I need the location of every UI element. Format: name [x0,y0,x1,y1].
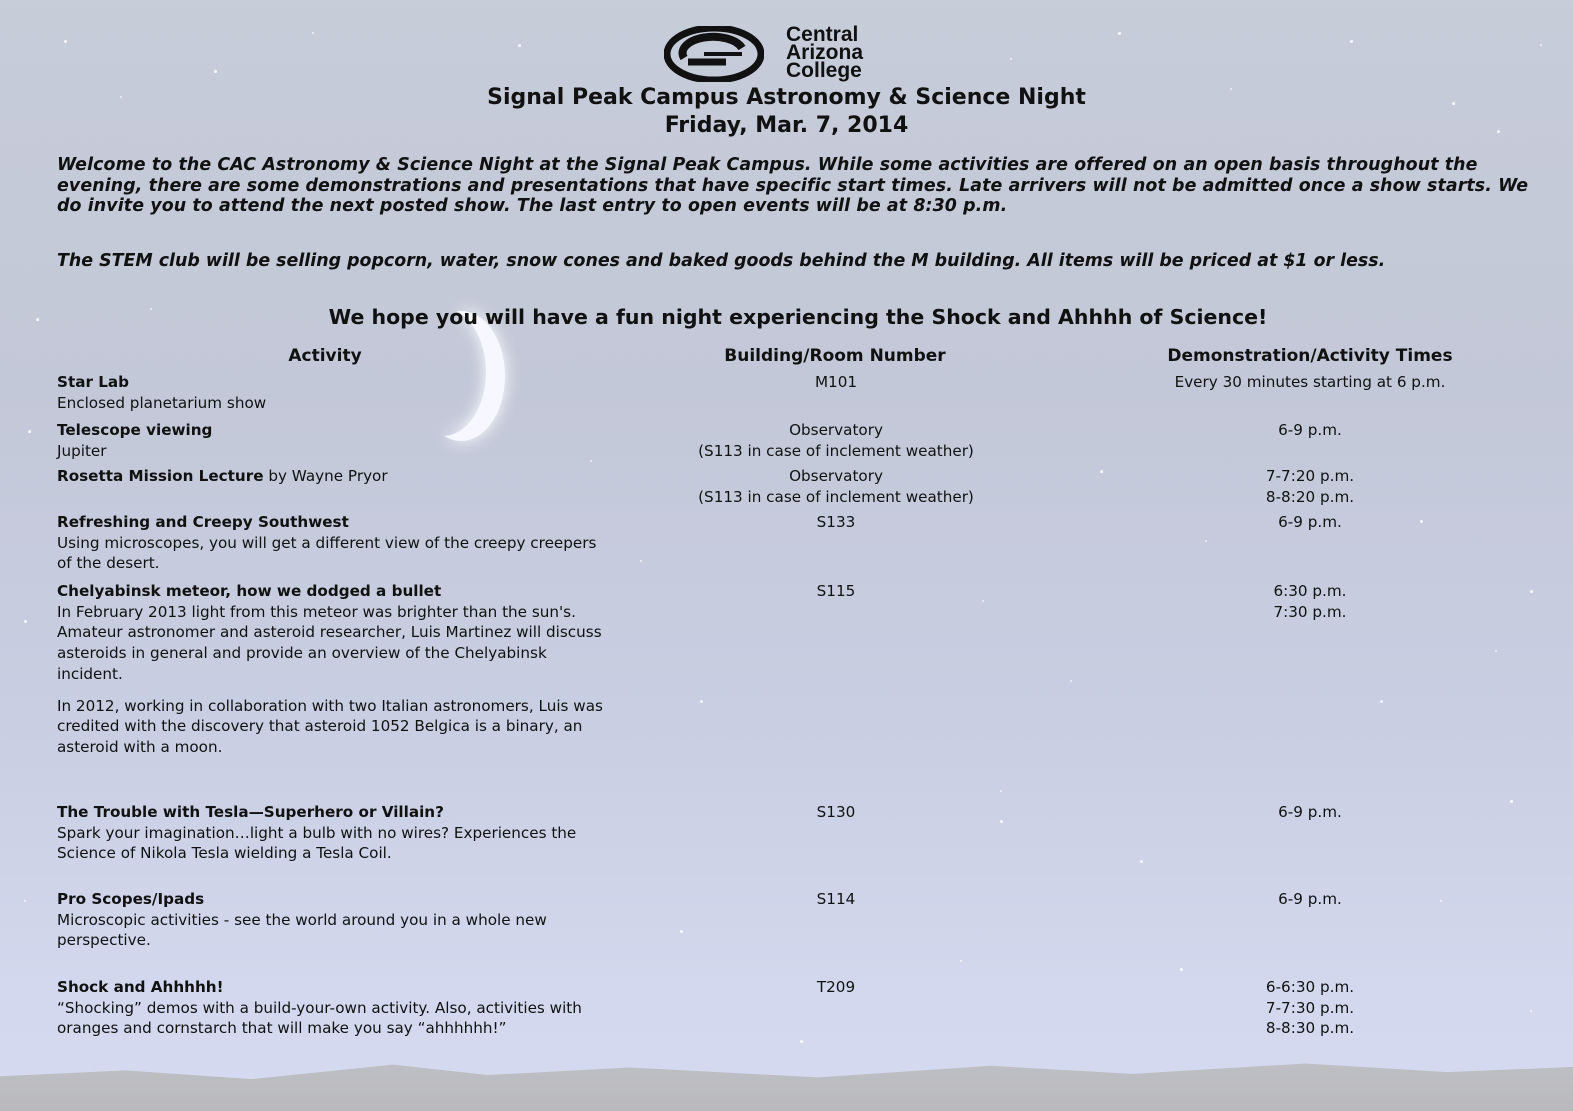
college-logo-mark-icon [664,26,764,82]
room-cell [630,581,1042,602]
logo-line-2: Arizona [786,41,864,64]
activity-time: 8-8:30 p.m. [1265,1019,1355,1038]
activity-cell [57,977,605,1039]
activity-cell [57,802,602,864]
college-logo [664,23,924,82]
activity-cell [57,889,605,951]
activity-description: Spark your imagination…light a bulb with no wires? Experiences the Science of Nikola Tesla wielding a Tesla Coil. [57,823,577,863]
room-number: Observatory [789,467,883,485]
logo-line-3: College [786,59,862,82]
college-logo-wordmark [786,23,864,82]
room-number: S114 [816,890,856,908]
activity-name: Rosetta Mission Lecture [57,467,264,485]
activity-description: “Shocking” demos with a build-your-own activity. Also, activities with oranges and cornstarch that will make you say “ahhhhhh!” [57,998,582,1038]
activity-time: Every 30 minutes starting at 6 p.m. [1174,373,1446,391]
activity-time: 7-7:20 p.m. [1265,467,1355,485]
room-cell [630,802,1042,823]
activity-time: 6-9 p.m. [1278,890,1342,908]
activity-description: Microscopic activities - see the world around you in a whole new perspective. [57,910,547,950]
room-number: S130 [816,803,856,821]
room-number: S115 [816,582,856,600]
activity-cell [57,420,617,461]
event-date: Friday, Mar. 7, 2014 [664,113,909,138]
times-cell [1090,512,1530,533]
column-header-times: Demonstration/Activity Times [1167,346,1453,366]
activity-time: 8-8:20 p.m. [1265,487,1355,506]
activity-time: 6-6:30 p.m. [1265,978,1355,996]
times-cell [1090,977,1530,1039]
room-cell [630,512,1042,533]
activity-cell [57,466,617,487]
times-cell [1090,802,1530,823]
room-cell [630,420,1042,461]
tagline: We hope you will have a fun night experiencing the Shock and Ahhhh of Science! [328,305,1268,329]
room-note: (S113 in case of inclement weather) [698,441,974,460]
room-number: Observatory [789,421,883,439]
activity-name: The Trouble with Tesla—Superhero or Villain? [57,803,444,821]
activity-description: Using microscopes, you will get a different view of the creepy creepers of the desert. [57,533,597,573]
activity-name: Telescope viewing [57,421,213,439]
lecturer-name: by Wayne Pryor [263,467,388,485]
activity-description-2: In 2012, working in collaboration with two Italian astronomers, Luis was credited with the discovery that asteroid 1052 Belgica is a binary, an asteroid with a moon. [57,696,603,756]
activity-name: Star Lab [57,373,130,391]
activity-name: Chelyabinsk meteor, how we dodged a bullet [57,582,442,600]
activity-name: Pro Scopes/Ipads [57,890,205,908]
times-cell [1090,889,1530,910]
activity-cell [57,372,617,413]
room-number: S133 [816,513,856,531]
activity-description: In February 2013 light from this meteor was brighter than the sun's. Amateur astronomer and asteroid researcher, Luis Martinez will discuss asteroids in general and provide an overview of the Chelyabinsk incident. [57,602,602,683]
activity-time: 6-9 p.m. [1278,421,1342,439]
room-cell [630,466,1042,507]
welcome-paragraph: Welcome to the CAC Astronomy & Science Night at the Signal Peak Campus. While some activities are offered on an open basis throughout the evening, there are some demonstrations and presentations that have specific start times. Late arrivers will not be admitted once a show starts. We do invite you to attend the next posted show. The last entry to open events will be at 8:30 p.m. [57,155,1529,217]
times-cell [1090,420,1530,441]
logo-line-1: Central [786,23,859,46]
activity-time: 6-9 p.m. [1278,803,1342,821]
column-header-activity: Activity [288,346,362,366]
times-cell [1090,581,1530,622]
event-title: Signal Peak Campus Astronomy & Science Night [487,85,1086,110]
column-header-room: Building/Room Number [724,346,946,366]
activity-cell [57,581,605,758]
activity-cell [57,512,597,574]
room-cell [630,977,1042,998]
room-number: T209 [816,978,856,996]
activity-name: Refreshing and Creepy Southwest [57,513,349,531]
activity-time: 6-9 p.m. [1278,513,1342,531]
ground-silhouette [0,1053,1573,1111]
room-cell [630,372,1042,393]
room-cell [630,889,1042,910]
room-note: (S113 in case of inclement weather) [698,487,974,506]
activity-name: Shock and Ahhhhh! [57,978,224,996]
room-number: M101 [814,373,858,391]
times-cell [1090,372,1530,393]
activity-description: Jupiter [57,441,107,460]
activity-description: Enclosed planetarium show [57,393,267,412]
times-cell [1090,466,1530,507]
activity-time: 7:30 p.m. [1273,602,1347,621]
activity-time: 7-7:30 p.m. [1265,998,1355,1017]
activity-time: 6:30 p.m. [1273,582,1347,600]
stem-club-note: The STEM club will be selling popcorn, water, snow cones and baked goods behind the M building. All items will be priced at $1 or less. [57,251,1386,271]
